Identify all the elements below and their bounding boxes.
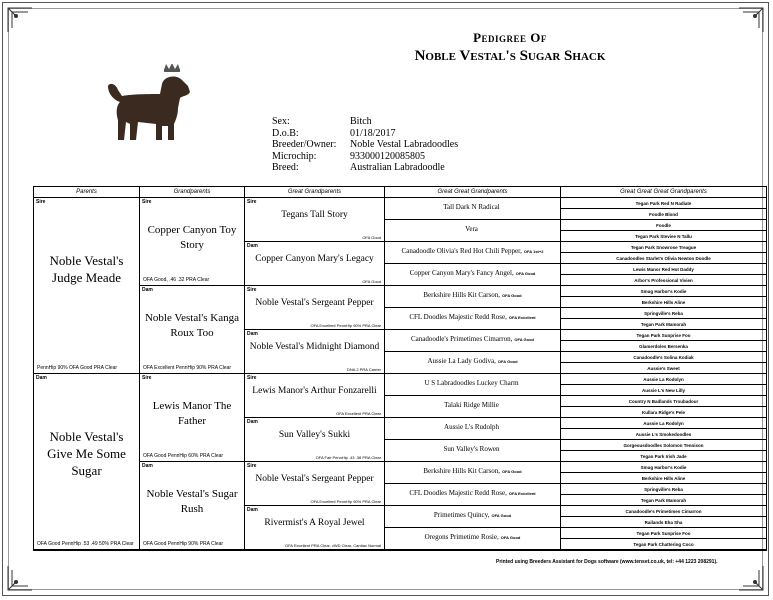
microchip-value: 933000120085805 — [350, 150, 425, 162]
dog-name — [385, 489, 560, 497]
gg-grandparent-cell — [385, 242, 561, 264]
dog-name: Springville's Reba — [644, 310, 683, 316]
microchip-label: Microchip: — [272, 150, 317, 162]
ggg-grandparent-cell — [561, 429, 766, 440]
dog-name-text: Berkshire Hills Kit Carson, — [423, 467, 500, 475]
parent-cell — [34, 198, 140, 374]
ggg-grandparent-cell — [561, 363, 766, 374]
health-titles: OFA Excellent PennHip 90% PRA Clear — [310, 323, 381, 328]
dog-name — [385, 269, 560, 277]
sire-tag: Sire — [247, 375, 257, 381]
dog-name: Lewis Manor The Father — [152, 400, 232, 427]
gg-grandparent-cell — [385, 440, 561, 462]
ggg-grandparent-cell — [561, 198, 766, 209]
dog-name — [385, 203, 560, 211]
ggg-grandparent-cell — [561, 528, 766, 539]
dog-name: Foodle Blond — [649, 211, 678, 217]
ggg-grandparent-cell — [561, 396, 766, 407]
gg-grandparent-cell — [385, 352, 561, 374]
dog-name: Aussie L's New Lilly — [641, 387, 686, 393]
dog-name: Springville's Reba — [644, 486, 683, 492]
ggg-grandparent-cell — [561, 440, 766, 451]
dog-name: Berkshire Hills Aline — [641, 299, 686, 305]
dog-name — [385, 533, 560, 541]
great-grandparent-cell — [245, 418, 385, 462]
dog-name-text: Talaki Ridge Millie — [444, 401, 499, 409]
corner-ornament-icon — [6, 564, 34, 592]
health-suffix: OFA Good — [501, 293, 522, 298]
dog-name: Tegan Park Red N Radiate — [635, 200, 692, 206]
health-suffix: OFA Good — [501, 469, 522, 474]
ggg-grandparent-cell — [561, 297, 766, 308]
dam-tag: Dam — [142, 287, 153, 293]
health-titles: OFA Good, .46 .32 PRA Clear — [143, 277, 210, 283]
health-suffix: OFA Good — [491, 513, 512, 518]
gg-grandparent-cell — [385, 220, 561, 242]
health-titles: OFA Good — [362, 235, 381, 240]
dog-name-text: CFL Doodles Majestic Redd Rose, — [409, 489, 507, 497]
dob-value: 01/18/2017 — [350, 127, 396, 139]
ggg-grandparent-cell — [561, 352, 766, 363]
sire-tag: Sire — [247, 287, 257, 293]
ggg-grandparent-cell — [561, 539, 766, 550]
grandparent-cell — [140, 286, 245, 374]
column-header-ggg-grandparents: Great Great Great Grandparents — [561, 187, 766, 198]
gg-grandparent-cell — [385, 198, 561, 220]
pedigree-chart — [33, 186, 767, 551]
health-titles: PennHip 90% OFA Good PRA Clear — [37, 365, 118, 371]
sex-label: Sex: — [272, 116, 290, 127]
dog-name: Country N Badlands Troubadour — [628, 398, 699, 404]
ggg-grandparent-cell — [561, 286, 766, 297]
pedigree-title — [380, 30, 640, 65]
dog-name — [385, 335, 560, 343]
dog-name-text: Canadoodle Olivia's Red Hot Chili Pepper, — [401, 247, 522, 255]
dog-name: Noble Vestal's Sergeant Pepper — [255, 298, 374, 309]
health-titles: OFA Good — [362, 279, 381, 284]
breed-value: Australian Labradoodle — [350, 162, 445, 173]
ggg-grandparent-cell — [561, 407, 766, 418]
dog-name: Lewis Manor's Arthur Fonzarelli — [252, 386, 377, 397]
ggg-grandparent-cell — [561, 319, 766, 330]
grandparent-cell — [140, 374, 245, 462]
health-suffix: OFA Good — [514, 337, 535, 342]
dog-name — [385, 445, 560, 453]
dog-name: Lewis Manor Red Hot Daddy — [633, 266, 694, 272]
health-titles: OFA Good PennHip 60% PRA Clear — [143, 453, 224, 459]
health-titles: OFA Excellent PennHip 90% PRA Clear — [143, 365, 232, 371]
dog-name-text: Oregons Primetime Rosie, — [424, 533, 499, 541]
dog-name: Tegans Tall Story — [281, 210, 348, 221]
gg-grandparent-cell — [385, 396, 561, 418]
gg-grandparent-cell — [385, 330, 561, 352]
health-suffix: OFA Excellent — [508, 491, 536, 496]
health-suffix: OFA Good — [515, 271, 536, 276]
health-titles: OFA Excellent PRA Clear — [336, 411, 381, 416]
grandparent-cell — [140, 198, 245, 286]
dog-name-text: Canadoodle's Primetimes Cimarron, — [410, 335, 513, 343]
health-suffix: OFA 1st+2 — [523, 249, 544, 254]
dog-name: Aussie's Sweet — [647, 365, 680, 371]
dog-name: Tegan Park Irish Jade — [640, 453, 687, 459]
ggg-grandparent-cell — [561, 275, 766, 286]
title-line-2: Noble Vestal's Sugar Shack — [414, 48, 606, 64]
dog-name-text: Primetimes Quincy, — [433, 511, 490, 519]
gg-grandparent-cell — [385, 264, 561, 286]
gg-grandparent-cell — [385, 462, 561, 484]
sire-tag: Sire — [36, 199, 46, 205]
dog-name-text: U S Labradoodles Luckey Charm — [424, 379, 519, 387]
column-header-grandparents: Grandparents — [140, 187, 245, 198]
dob-label: D.o.B: — [272, 127, 299, 139]
dog-name: Noble Vestal's Give Me Some Sugar — [47, 429, 126, 479]
dog-name: Canadoodles Starlet's Olivia Newton Doodle — [616, 255, 711, 261]
dog-name: Aussie L's Smokedoodles — [635, 431, 692, 437]
gg-grandparent-cell — [385, 418, 561, 440]
dog-name — [385, 401, 560, 409]
great-grandparent-cell — [245, 242, 385, 286]
sire-tag: Sire — [247, 199, 257, 205]
dam-tag: Dam — [247, 419, 258, 425]
dog-name: Tegan Park Sunprise Foo — [636, 530, 691, 536]
health-titles: DNA 2 PRA Carrier — [346, 367, 381, 372]
breeder-value: Noble Vestal Labradoodles — [350, 139, 459, 150]
ggg-grandparent-cell — [561, 242, 766, 253]
health-titles: OFA Excellent PRA Clear, vWD Clear, Cardiac Normal — [284, 543, 381, 548]
dam-tag: Dam — [247, 331, 258, 337]
ggg-grandparent-cell — [561, 517, 766, 528]
health-suffix: OFA Good — [497, 359, 518, 364]
dog-name: Railands Eha Sha — [644, 519, 683, 525]
health-suffix: OFA Excellent — [508, 315, 536, 320]
corner-ornament-icon — [737, 564, 765, 592]
ggg-grandparent-cell — [561, 385, 766, 396]
great-grandparent-cell — [245, 198, 385, 242]
dog-name — [385, 423, 560, 431]
dog-name: Copper Canyon Mary's Legacy — [255, 254, 374, 265]
dog-name: Smug Harbor's Kodie — [640, 288, 687, 294]
ggg-grandparent-cell — [561, 506, 766, 517]
ggg-grandparent-cell — [561, 484, 766, 495]
dog-name — [385, 511, 560, 519]
dog-name — [385, 313, 560, 321]
dam-tag: Dam — [36, 375, 47, 381]
footer-note: Printed using Breeders Assistant for Dogs software (www.tenset.co.uk, tel: +44 1223 208291). — [496, 559, 718, 565]
dog-name: Tegan Park Steviee N Tallu — [635, 233, 692, 239]
ggg-grandparent-cell — [561, 231, 766, 242]
dog-info — [272, 116, 458, 174]
ggg-grandparent-cell — [561, 220, 766, 231]
dog-name-text: Aussie La Lady Godiva, — [427, 357, 496, 365]
dog-name: Kullara Ridge's Pele — [641, 409, 686, 415]
gg-grandparent-cell — [385, 308, 561, 330]
gg-grandparent-cell — [385, 374, 561, 396]
dog-name — [385, 225, 560, 233]
dog-name-text: Tall Dark N Radical — [443, 203, 500, 211]
ggg-grandparent-cell — [561, 253, 766, 264]
dog-name — [385, 379, 560, 387]
ggg-grandparent-cell — [561, 462, 766, 473]
health-titles: OFA Good PennHip .53 .49 50% PRA Clear — [37, 541, 134, 547]
health-titles: OFA Excellent PennHip 90% PRA Clear — [310, 499, 381, 504]
dog-name: Rivermist's A Royal Jewel — [264, 518, 365, 529]
ggg-grandparent-cell — [561, 451, 766, 462]
dog-name: Aussie La Rodolyn — [643, 420, 684, 426]
dam-tag: Dam — [142, 463, 153, 469]
ggg-grandparent-cell — [561, 330, 766, 341]
gg-grandparent-cell — [385, 528, 561, 550]
ggg-grandparent-cell — [561, 374, 766, 385]
dog-name — [385, 291, 560, 299]
great-grandparent-cell — [245, 462, 385, 506]
great-grandparent-cell — [245, 330, 385, 374]
column-header-great-grandparents: Great Grandparents — [245, 187, 385, 198]
dog-name: Gorgeousdoodles Solomon Tennison — [623, 442, 704, 448]
dog-name: Tegan Park Mamorah — [640, 321, 687, 327]
sire-tag: Sire — [142, 199, 152, 205]
dog-name: Tegan Park Mamorah — [640, 497, 687, 503]
dog-name — [385, 357, 560, 365]
dog-name: Noble Vestal's Sergeant Pepper — [255, 474, 374, 485]
sire-tag: Sire — [142, 375, 152, 381]
dog-name: Noble Vestal's Midnight Diamond — [249, 342, 380, 353]
dog-name: Glamerdoles Bersenka — [639, 343, 688, 349]
dog-name: Canadoodle's Primetimes Cimarron — [625, 508, 702, 514]
dog-name: Sun Valley's Sukki — [278, 430, 351, 441]
title-line-1: Pedigree Of — [473, 30, 547, 45]
column-header-parents: Parents — [34, 187, 140, 198]
dog-name: Noble Vestal's Kanga Roux Too — [144, 312, 240, 339]
dog-name-text: Aussie L's Rudolph — [444, 423, 499, 431]
dog-name: Tegan Park Snowrose Treague — [630, 244, 697, 250]
ggg-grandparent-cell — [561, 473, 766, 484]
dog-name: Aussie La Rodolyn — [643, 376, 684, 382]
ggg-grandparent-cell — [561, 209, 766, 220]
dog-name-text: CFL Doodles Majestic Redd Rose, — [409, 313, 507, 321]
ggg-grandparent-cell — [561, 264, 766, 275]
crowned-dog-logo-icon — [102, 64, 202, 144]
dog-name: Noble Vestal's Judge Meade — [49, 253, 124, 286]
ggg-grandparent-cell — [561, 341, 766, 352]
great-grandparent-cell — [245, 286, 385, 330]
sire-tag: Sire — [247, 463, 257, 469]
breeder-label: Breeder/Owner: — [272, 139, 337, 150]
dog-name: Tegan Park Sunprise Foo — [636, 332, 691, 338]
dog-name: Berkshire Hills Aline — [641, 475, 686, 481]
dog-name-text: Vera — [465, 225, 478, 233]
dog-name: Tegan Park Chattering Coco — [633, 541, 694, 547]
dog-name: Smug Harbor's Kodie — [640, 464, 687, 470]
dog-name: Noble Vestal's Sugar Rush — [146, 488, 238, 515]
sex-value: Bitch — [350, 116, 372, 127]
dog-name-text: Sun Valley's Rowen — [443, 445, 500, 453]
gg-grandparent-cell — [385, 484, 561, 506]
dog-name — [385, 247, 560, 255]
corner-ornament-icon — [737, 6, 765, 34]
gg-grandparent-cell — [385, 286, 561, 308]
dog-name-text: Copper Canyon Mary's Fancy Angel, — [409, 269, 514, 277]
health-titles: OFA Fair PennHip .43 .38 PRA Clear — [315, 455, 381, 460]
dog-name — [385, 467, 560, 475]
grandparent-cell — [140, 462, 245, 550]
dog-name: Canadoodle's Solina Kodiak — [633, 354, 694, 360]
gg-grandparent-cell — [385, 506, 561, 528]
dog-name-text: Berkshire Hills Kit Carson, — [423, 291, 500, 299]
great-grandparent-cell — [245, 506, 385, 550]
ggg-grandparent-cell — [561, 495, 766, 506]
great-grandparent-cell — [245, 374, 385, 418]
dog-name: Foodle — [656, 222, 671, 228]
dog-name: Arbor's Professional Vivien — [634, 277, 693, 283]
dam-tag: Dam — [247, 507, 258, 513]
corner-ornament-icon — [6, 6, 34, 34]
ggg-grandparent-cell — [561, 308, 766, 319]
dog-name: Copper Canyon Toy Story — [147, 224, 237, 251]
parent-cell — [34, 374, 140, 550]
breed-label: Breed: — [272, 162, 299, 173]
health-suffix: OFA Good — [500, 535, 521, 540]
health-titles: OFA Good PennHip 90% PRA Clear — [143, 541, 224, 547]
dam-tag: Dam — [247, 243, 258, 249]
ggg-grandparent-cell — [561, 418, 766, 429]
column-header-gg-grandparents: Great Great Grandparents — [385, 187, 561, 198]
